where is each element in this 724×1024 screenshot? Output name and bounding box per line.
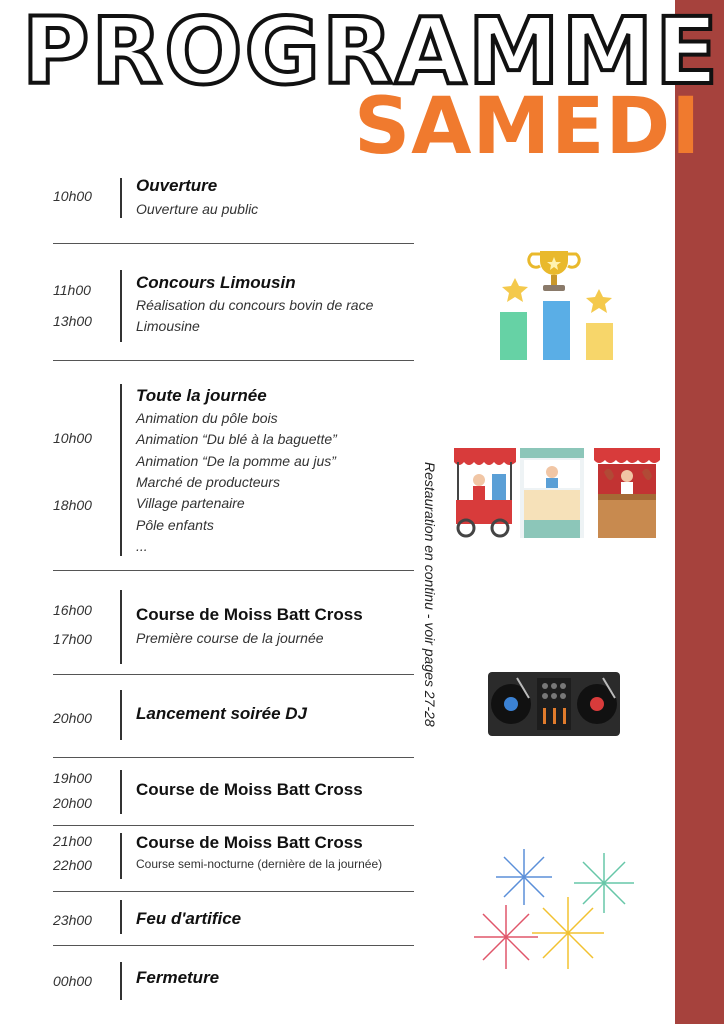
- divider-vertical: [120, 384, 122, 556]
- separator: [53, 757, 414, 758]
- time-start: 20h00: [53, 710, 92, 726]
- time-end: 18h00: [53, 497, 92, 513]
- event-title: Concours Limousin: [136, 273, 296, 292]
- page-subtitle: SAMEDI: [354, 82, 702, 172]
- event-desc: Animation “Du blé à la baguette”: [136, 431, 337, 447]
- divider-vertical: [120, 690, 122, 740]
- event-desc: Pôle enfants: [136, 517, 214, 533]
- event-desc: ...: [136, 538, 148, 554]
- event-desc: Animation “De la pomme au jus”: [136, 453, 336, 469]
- divider-vertical: [120, 770, 122, 814]
- divider-vertical: [120, 178, 122, 218]
- event-title: Course de Moiss Batt Cross: [136, 780, 363, 799]
- time-end: 17h00: [53, 631, 92, 647]
- divider-vertical: [120, 962, 122, 1000]
- fireworks-icon: [466, 845, 646, 975]
- event-title: Feu d'artifice: [136, 909, 242, 928]
- time-end: 22h00: [53, 857, 92, 873]
- time-start: 21h00: [53, 833, 92, 849]
- separator: [53, 570, 414, 571]
- time-start: 10h00: [53, 188, 92, 204]
- separator: [53, 243, 414, 244]
- event-desc: Course semi-nocturne (dernière de la journée): [136, 857, 383, 871]
- trophy-podium-icon: [495, 245, 620, 365]
- time-start: 19h00: [53, 770, 92, 786]
- market-stalls-icon: [452, 446, 664, 541]
- time-end: 20h00: [53, 795, 92, 811]
- event-desc: Animation du pôle bois: [136, 410, 278, 426]
- page-title: PROGRAMME: [22, 0, 720, 105]
- time-start: 11h00: [53, 282, 91, 298]
- separator: [53, 945, 414, 946]
- side-note: Restauration en continu - voir pages 27-28: [422, 462, 438, 727]
- time-start: 23h00: [53, 912, 92, 928]
- time-start: 16h00: [53, 602, 92, 618]
- dj-turntable-icon: [487, 670, 621, 738]
- divider-vertical: [120, 590, 122, 664]
- divider-vertical: [120, 900, 122, 934]
- divider-vertical: [120, 270, 122, 342]
- event-title: Toute la journée: [136, 386, 267, 405]
- event-title: Course de Moiss Batt Cross: [136, 605, 363, 624]
- event-desc: Marché de producteurs: [136, 474, 280, 490]
- event-title: Fermeture: [136, 968, 220, 987]
- separator: [53, 360, 414, 361]
- event-desc: Ouverture au public: [136, 201, 259, 217]
- event-title: Lancement soirée DJ: [136, 704, 308, 723]
- event-title: Ouverture: [136, 176, 218, 195]
- separator: [53, 674, 414, 675]
- divider-vertical: [120, 833, 122, 879]
- event-desc: Réalisation du concours bovin de race: [136, 297, 374, 313]
- event-title: Course de Moiss Batt Cross: [136, 833, 363, 852]
- separator: [53, 825, 414, 826]
- event-desc: Première course de la journée: [136, 630, 324, 646]
- time-end: 13h00: [53, 313, 92, 329]
- time-start: 00h00: [53, 973, 92, 989]
- event-desc: Village partenaire: [136, 495, 245, 511]
- event-desc: Limousine: [136, 318, 200, 334]
- separator: [53, 891, 414, 892]
- time-start: 10h00: [53, 430, 92, 446]
